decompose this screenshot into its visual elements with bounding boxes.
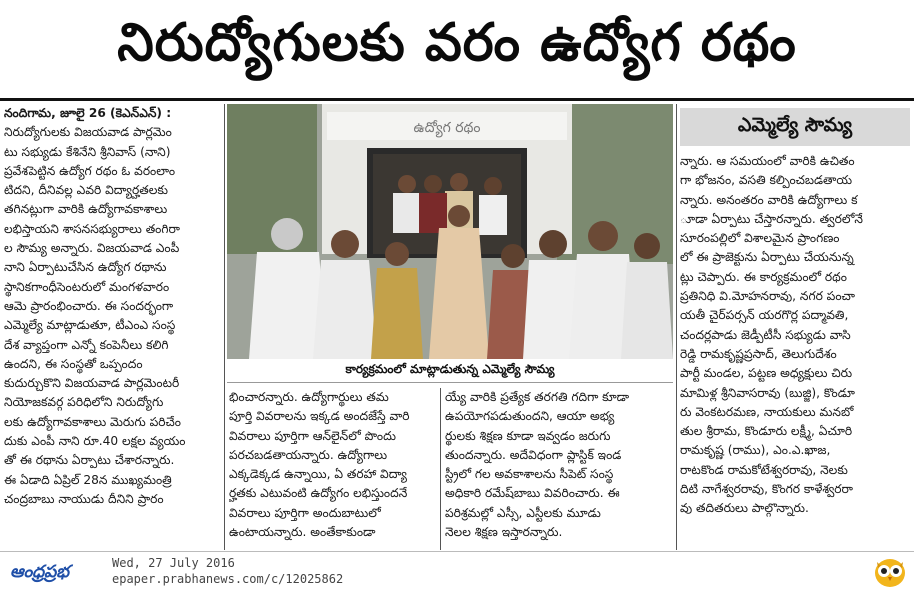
article-line: స్ట్రీలో గల అవకాశాలను సీపెట్ సంస్థ [445,467,614,482]
article-line: కుదుర్చుకొని విజయవాడ పార్లమెంటరీ [4,376,180,391]
article-line: ప్రతినిధి వి.మోహనరావు, నగర పంచా [680,289,855,304]
article-line: భించారన్నారు. ఉద్యోగార్థులు తమ [229,390,389,404]
article-column-1 [4,104,222,550]
headline: నిరుద్యోగులకు వరం ఉద్యోగ రథం [117,12,797,73]
article-line: చందర్లపాడు జెడ్పీటీసీ సభ్యుడు వాసి [680,327,851,342]
article-line: చంద్రబాబు నాయుడు దీనిని ప్రారం [4,491,164,506]
article-line: ల సౌమ్య అన్నారు. విజయవాడ ఎంపీ [4,241,180,256]
article-line: అధికారి రమేష్‌బాబు వివరించారు. ఈ [445,486,620,501]
article-column-2 [229,388,437,550]
article-line: దిటి నాగేశ్వరరావు, కొంగర కాళేశ్వరరా [680,482,853,497]
article-line: సూరంపల్లిలో విశాలమైన ప్రాంగణం [680,231,840,246]
article-line: దుకు ఎంపీ నాని రూ.40 లక్షల వ్యయం [4,434,186,449]
article-line: వివరాలు పూర్తిగా ఆన్‌లైన్‌లో పొందు [229,428,396,443]
article-line: దేశ వ్యాప్తంగా ఎన్నో కంపెనీలు కలిగి [4,337,169,352]
column-divider [224,104,225,550]
article-line: వివరాలు పూర్తిగా అందుబాటులో [229,505,381,520]
photo-caption: కార్యక్రమంలో మాట్లాడుతున్న ఎమ్మెల్యే సౌమ్య [227,359,673,383]
article-line: పూర్తి వివరాలను ఇక్కడ అందజేస్తే వారి [229,409,410,424]
column-divider [676,104,677,550]
article-line: ఉంటాయన్నారు. అంతేకాకుండా [229,525,376,540]
article-line: య్యే వారికి ప్రత్యేక తరగతి గదిగా కూడా [445,390,630,404]
epaper-footer [0,551,914,590]
article-line: ర్హతకు ఎటువంటి ఉద్యోగం లభిస్తుందనే [229,486,408,501]
article-line: లభిస్తాయని శాసనసభ్యురాలు తంగిరా [4,221,180,236]
article-line: తుందన్నారు. అదేవిధంగా ప్లాస్టిక్ ఇండ [445,447,622,462]
article-line: లో ఈ ప్రాజెక్టును ఏర్పాటు చేయనున్న [680,250,854,265]
side-heading: ఎమ్మెల్యే సౌమ్య [680,108,910,146]
article-line: స్థానికగాంధీసెంటరులో మంగళవారం [4,279,170,294]
article-column-4 [680,152,910,550]
article-line: నిరుద్యోగులకు విజయవాడ పార్లమెం [4,125,172,140]
article-line: యతీ చైర్‌పర్సన్ యరగొర్ల పద్మావతి, [680,308,849,323]
article-line: మామిళ్ల శ్రీనివాసరావు (బుజ్జి), కొండూ [680,385,855,400]
article-line: ట్లు చెప్పారు. ఈ కార్యక్రమంలో రథం [680,269,847,284]
article-line: న్నారు. ఆ సమయంలో వారికి ఉచితం [680,154,855,168]
article-line: టిదని, దీనివల్ల ఎవరి విద్యార్హతలకు [4,183,168,198]
news-photo [227,104,673,359]
article-line: ఉందని, ఈ సంస్థతో ఒప్పందం [4,356,143,371]
publication-logo[interactable]: ఆంధ్రప్రభ [10,562,70,582]
article-line: వు తదితరులు పాల్గొన్నారు. [680,501,809,516]
article-line: పరిశ్రమల్లో ఎస్సీ, ఎస్టీలకు మూడు [445,505,601,520]
article-line: టు సభ్యుడు కేశినేని శ్రీనివాస్ (నాని) [4,144,171,159]
article-line: తో ఈ రథాను ఏర్పాటు చేశారన్నారు. [4,453,175,468]
article-line: ర్థులకు శిక్షణ కూడా ఇవ్వడం జరుగు [445,428,611,443]
owl-icon[interactable] [872,554,908,588]
article-line: తగినట్లుగా వారికి ఉద్యోగావకాశాలు [4,202,168,217]
article-line: రు వెంకటరమణ, నాయకులు మనబో [680,404,854,419]
edition-date: Wed, 27 July 2016 [112,556,235,570]
article-line: రెడ్డి రామకృష్ణప్రసాద్, తెలుగుదేశం [680,346,837,361]
article-line: ఎక్కడెక్కడ ఉన్నాయి, ఏ తరహా విద్యా [229,467,407,482]
article-column-3 [445,388,673,550]
article-line: లకు ఉద్యోగావకాశాలు మెరుగు పరిచేం [4,414,181,429]
article-line: ఈ ఏడాది ఏప్రిల్ 28న ముఖ్యమంత్రి [4,472,172,487]
article-line: పార్టీ మండల, పట్టణ అధ్యక్షులు చిరు [680,366,853,381]
van-sign: ఉద్యోగ రథం [413,120,481,136]
article-line: ఆమె ప్రారంభించారు. ఈ సందర్భంగా [4,298,174,313]
article-line: నెలల శిక్షణ ఇస్తారన్నారు. [445,525,563,540]
headline-rule [0,98,914,101]
article-line: తుల శ్రీరామ, కొండూరు లక్ష్మీ, ఏచూరి [680,424,853,439]
article-line: రాటకొండ రామకోటేశ్వరరావు, నెలకు [680,462,848,477]
article-line: ఎమ్మెల్యే మాట్లాడుతూ, టీఎంఎ సంస్థ [4,318,176,333]
article-line: నాని ఏర్పాటుచేసిన ఉద్యోగ రథాను [4,260,167,275]
article-line: ఉపయోగపడుతుందని, ఆయా అభ్య [445,409,615,424]
dateline: నందిగామ, జూలై 26 (కెఎన్ఎన్) : [4,106,172,120]
article-line: పరచబడతాయన్నారు. ఉద్యోగాలు [229,447,388,462]
article-line: గా భోజనం, వసతి కల్పించబడతాయ [680,173,853,188]
article-line: ప్రవేశపెట్టిన ఉద్యోగ రథం ఓ వరంలాం [4,163,176,178]
article-line: నియోజకవర్గ పరిధిలోని నిరుద్యోగు [4,395,164,410]
column-divider [440,388,441,550]
article-line: రామకృష్ణ (రాము), ఎం.ఎ.ఖాజ, [680,443,831,458]
article-line: న్నారు. అనంతరం వారికి ఉద్యోగాలు క [680,192,858,207]
epaper-link[interactable]: epaper.prabhanews.com/c/12025862 [112,572,344,586]
article-line: ూడా ఏర్పాటు చేస్తారన్నారు. త్వరలోనే [680,211,863,226]
